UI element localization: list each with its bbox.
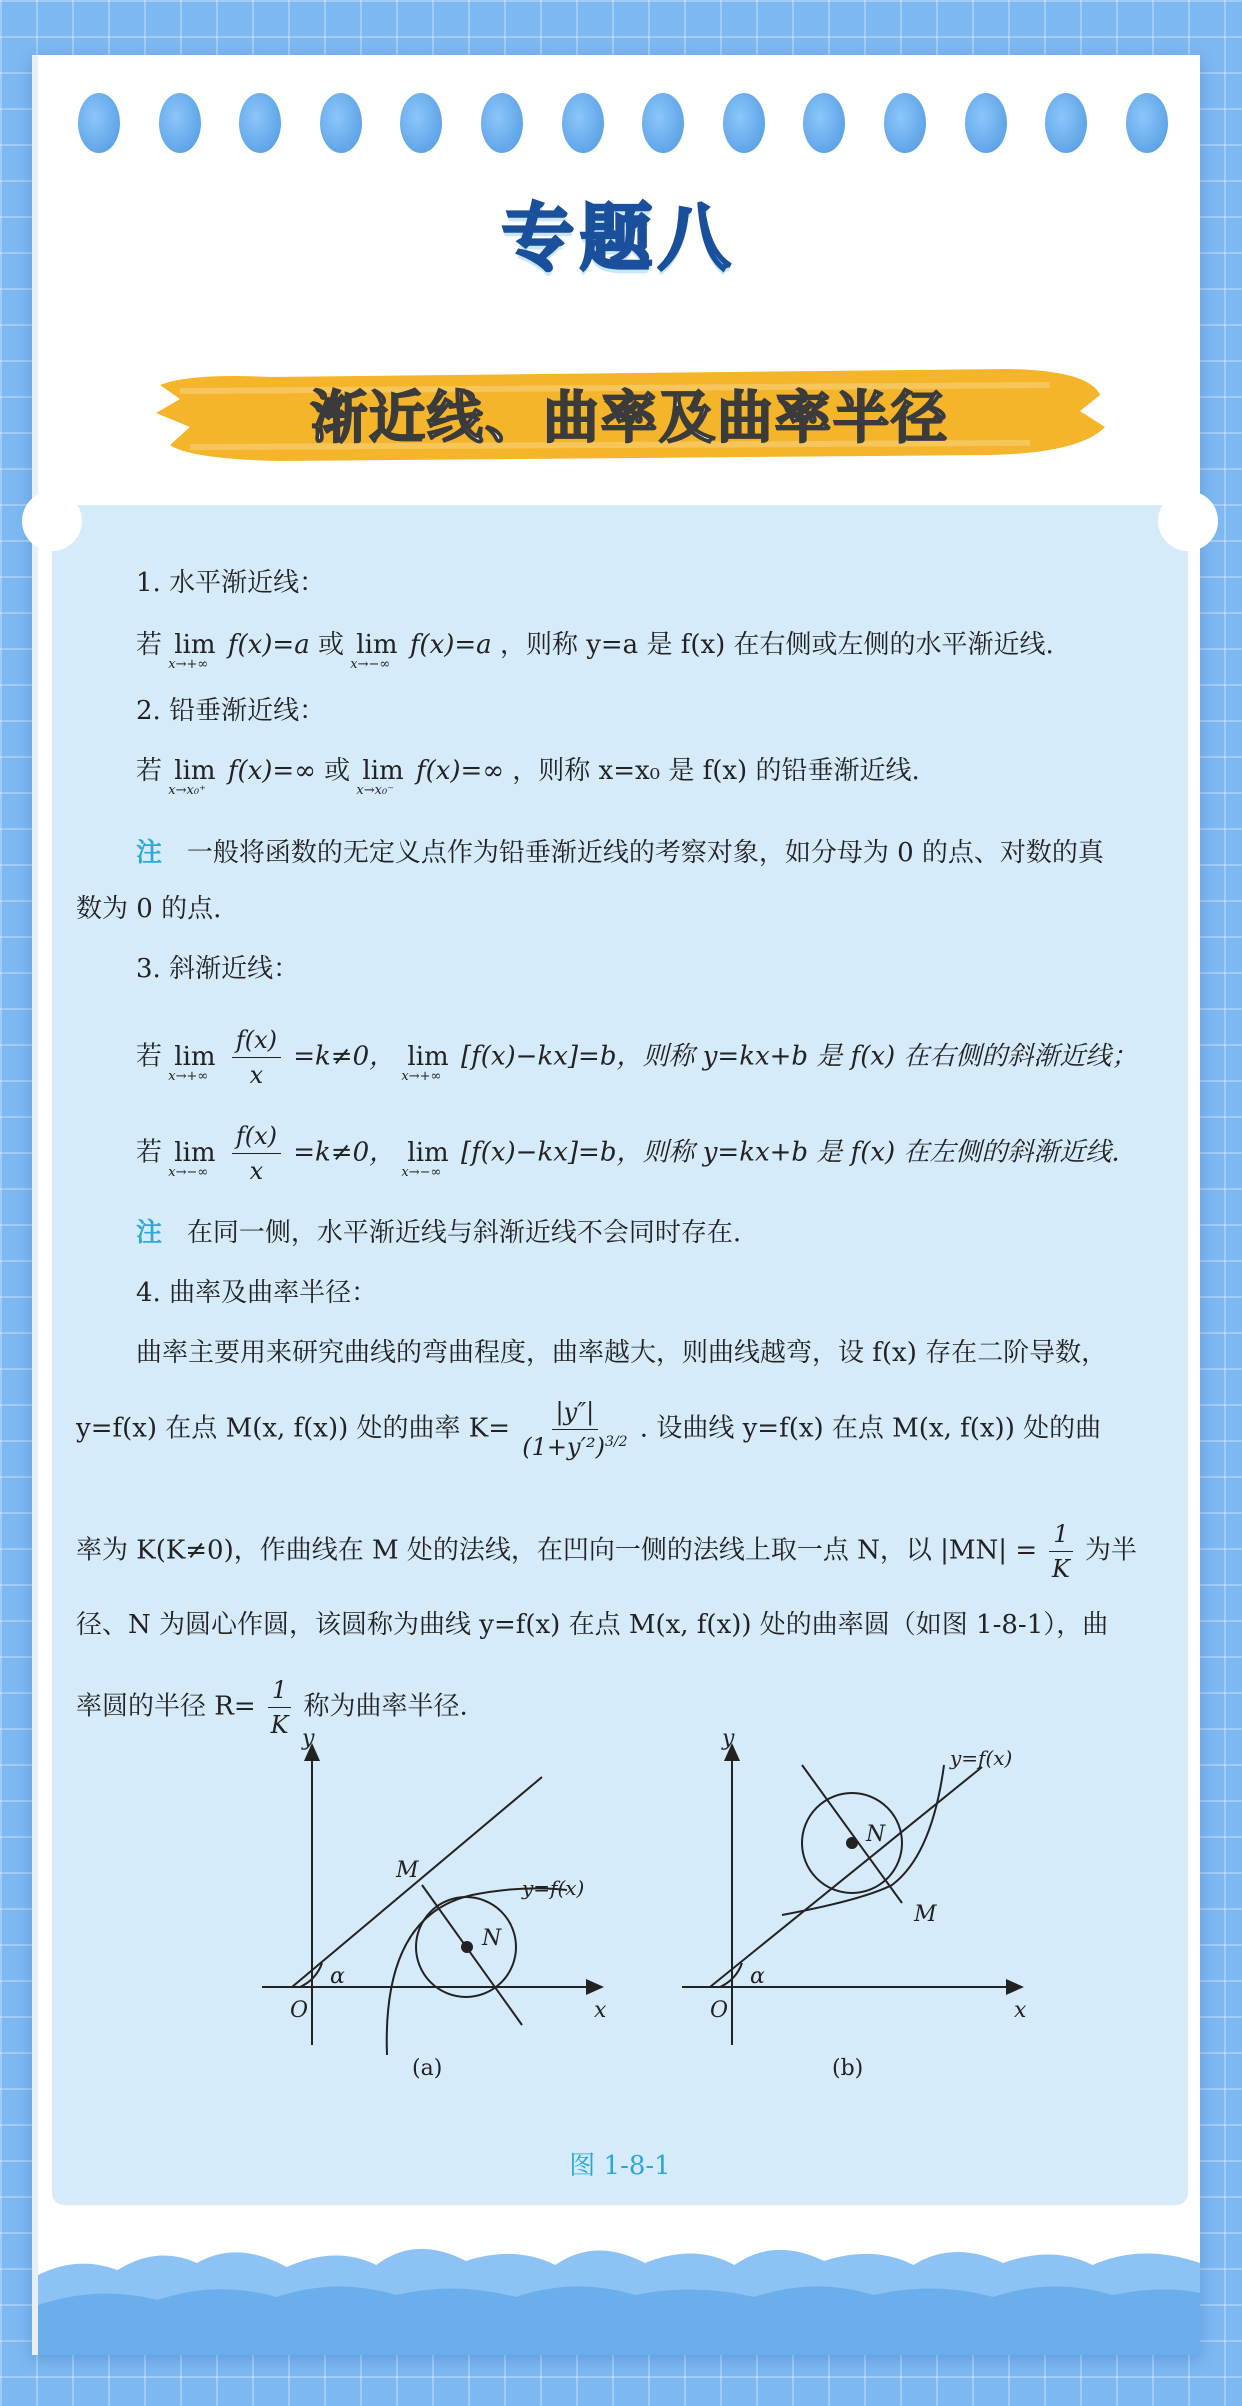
limit-op: lim x→−∞ [168,1137,216,1180]
note-1-line-2: 数为 0 的点. [76,894,222,924]
binder-hole [78,93,120,153]
limit-op: lim x→+∞ [401,1041,449,1084]
n-label: N [482,1926,502,1951]
section-4-para-2 [76,1397,1101,1462]
text: 若 [136,1137,163,1168]
content-panel [52,505,1188,2205]
note-text: 在同一侧，水平渐近线与斜渐近线不会同时存在. [186,1218,742,1248]
denominator-base: (1+y′²) [522,1433,605,1461]
expr: =k≠0， [293,1137,396,1168]
limit-sub: x→+∞ [401,1068,442,1084]
curve-label: y=f(x) [950,1746,1013,1770]
note-tag: 注 [136,838,163,868]
binder-hole [562,93,604,153]
origin-label: O [290,1998,309,2023]
section-4-para-3 [76,1519,1137,1584]
exponent: 3/2 [605,1434,628,1450]
numerator: 1 [1049,1519,1072,1552]
expr: =k≠0， [293,1041,396,1072]
alpha-label: α [330,1964,345,1989]
text: 若 [136,630,163,660]
binder-hole [723,93,765,153]
curve [387,1888,567,2055]
binder-hole [1045,93,1087,153]
paper-card [32,55,1200,2355]
expr: f(x)=∞ [415,756,505,786]
section-3-formula-right [136,1025,1137,1090]
text: ，则称 x=x₀ 是 f(x) 的铅垂渐近线. [512,756,920,786]
binder-hole [481,93,523,153]
section-1-formula [136,629,1054,672]
limit-op: lim x→x₀⁺ [168,756,216,798]
limit-sub: x→x₀⁻ [356,783,395,798]
binder-hole [320,93,362,153]
text: . 设曲线 y=f(x) 在点 M(x, f(x)) 处的曲 [639,1413,1102,1444]
limit-sub: x→x₀⁺ [168,783,206,798]
expr: f(x)=a [227,630,310,660]
m-label: M [396,1858,419,1883]
denominator: K [270,1711,289,1739]
limit-op: lim x→−∞ [350,630,398,672]
binder-hole [884,93,926,153]
text: 率为 K(K≠0)，作曲线在 M 处的法线，在凹向一侧的法线上取一点 N，以 |MN| = [76,1535,1038,1566]
normal-line [422,1885,522,2025]
binder-hole [239,93,281,153]
text: 若 [136,1041,163,1072]
binder-hole [159,93,201,153]
section-2-formula [136,755,920,798]
note-2 [136,1217,741,1250]
numerator: 1 [268,1675,291,1708]
text: 若 [136,756,163,786]
expr: [f(x)−kx]=b，则称 y=kx+b 是 f(x) 在右侧的斜渐近线； [460,1041,1138,1072]
section-1-heading: 1. 水平渐近线： [136,568,326,598]
origin-label: O [710,1998,729,2023]
limit-op: lim x→+∞ [168,630,216,672]
page-title: 专题八 [501,196,736,280]
figure-a [262,1745,602,2055]
figure-a-caption: (a) [412,2056,443,2081]
binder-hole [400,93,442,153]
figure-b [682,1745,1022,2045]
m-label: M [914,1902,937,1927]
figure-caption: 图 1-8-1 [569,2151,671,2181]
limit-sub: x→−∞ [350,657,391,672]
text: 或 [324,756,351,786]
torn-paper-bottom [38,2185,1200,2355]
curve-label: y=f(x) [522,1876,585,1900]
section-4-heading: 4. 曲率及曲率半径： [136,1278,378,1308]
curvature-figures [222,1725,1082,2125]
denominator: x [249,1157,264,1185]
binder-hole [1126,93,1168,153]
denominator: x [249,1061,264,1089]
limit-sub: x→−∞ [168,1164,209,1180]
expr: f(x)=∞ [227,756,316,786]
binder-hole [642,93,684,153]
numerator: |y″| [552,1397,599,1430]
section-4-para-4: 径、N 为圆心作圆，该圆称为曲线 y=f(x) 在点 M(x, f(x)) 处的曲率圆（如图 1-8-1），曲 [76,1610,1109,1640]
y-label: y [302,1726,315,1751]
limit-op: lim x→+∞ [168,1041,216,1084]
expr: f(x)=a [409,630,492,660]
limit-op: lim x→x₀⁻ [356,756,404,798]
normal-line [802,1765,902,1903]
x-label: x [594,1998,607,2023]
numerator: f(x) [232,1025,281,1058]
center-point [462,1942,472,1952]
section-4-para-1: 曲率主要用来研究曲线的弯曲程度，曲率越大，则曲线越弯，设 f(x) 存在二阶导数， [136,1338,1108,1368]
text: 率圆的半径 R= [76,1691,256,1722]
text: 为半 [1084,1535,1137,1566]
denominator: K [1052,1555,1070,1583]
note-text: 一般将函数的无定义点作为铅垂渐近线的考察对象，如分母为 0 的点、对数的真 [186,838,1104,868]
page-subtitle: 渐近线、曲率及曲率半径 [311,386,949,451]
note-1-line-1 [136,837,1104,870]
section-2-heading: 2. 铅垂渐近线： [136,696,326,726]
text: 称为曲率半径. [303,1691,468,1722]
n-label: N [866,1822,886,1847]
limit-sub: x→−∞ [401,1164,442,1180]
text: y=f(x) 在点 M(x, f(x)) 处的曲率 K= [76,1413,510,1444]
text: 或 [317,630,344,660]
alpha-label: α [750,1964,765,1989]
fraction [232,1025,281,1090]
binder-holes [78,93,1168,163]
section-3-heading: 3. 斜渐近线： [136,954,300,984]
center-point [847,1838,857,1848]
expr: [f(x)−kx]=b，则称 y=kx+b 是 f(x) 在左侧的斜渐近线. [460,1137,1120,1168]
figure-b-labels [710,1726,1027,2081]
binder-hole [965,93,1007,153]
fraction [232,1121,281,1186]
figure-b-caption: (b) [832,2056,864,2081]
tangent-line [710,1767,982,1987]
note-tag: 注 [136,1218,163,1248]
binder-hole [803,93,845,153]
denominator [522,1430,627,1462]
y-label: y [722,1726,735,1751]
limit-sub: x→+∞ [168,1068,209,1084]
fraction [1049,1519,1072,1584]
limit-sub: x→+∞ [168,657,209,672]
subtitle-banner [150,355,1110,473]
curvature-fraction [522,1397,627,1462]
limit-op: lim x→−∞ [401,1137,449,1180]
numerator: f(x) [232,1121,281,1154]
x-label: x [1014,1998,1027,2023]
text: ，则称 y=a 是 f(x) 在右侧或左侧的水平渐近线. [499,630,1054,660]
section-3-formula-left [136,1121,1120,1186]
